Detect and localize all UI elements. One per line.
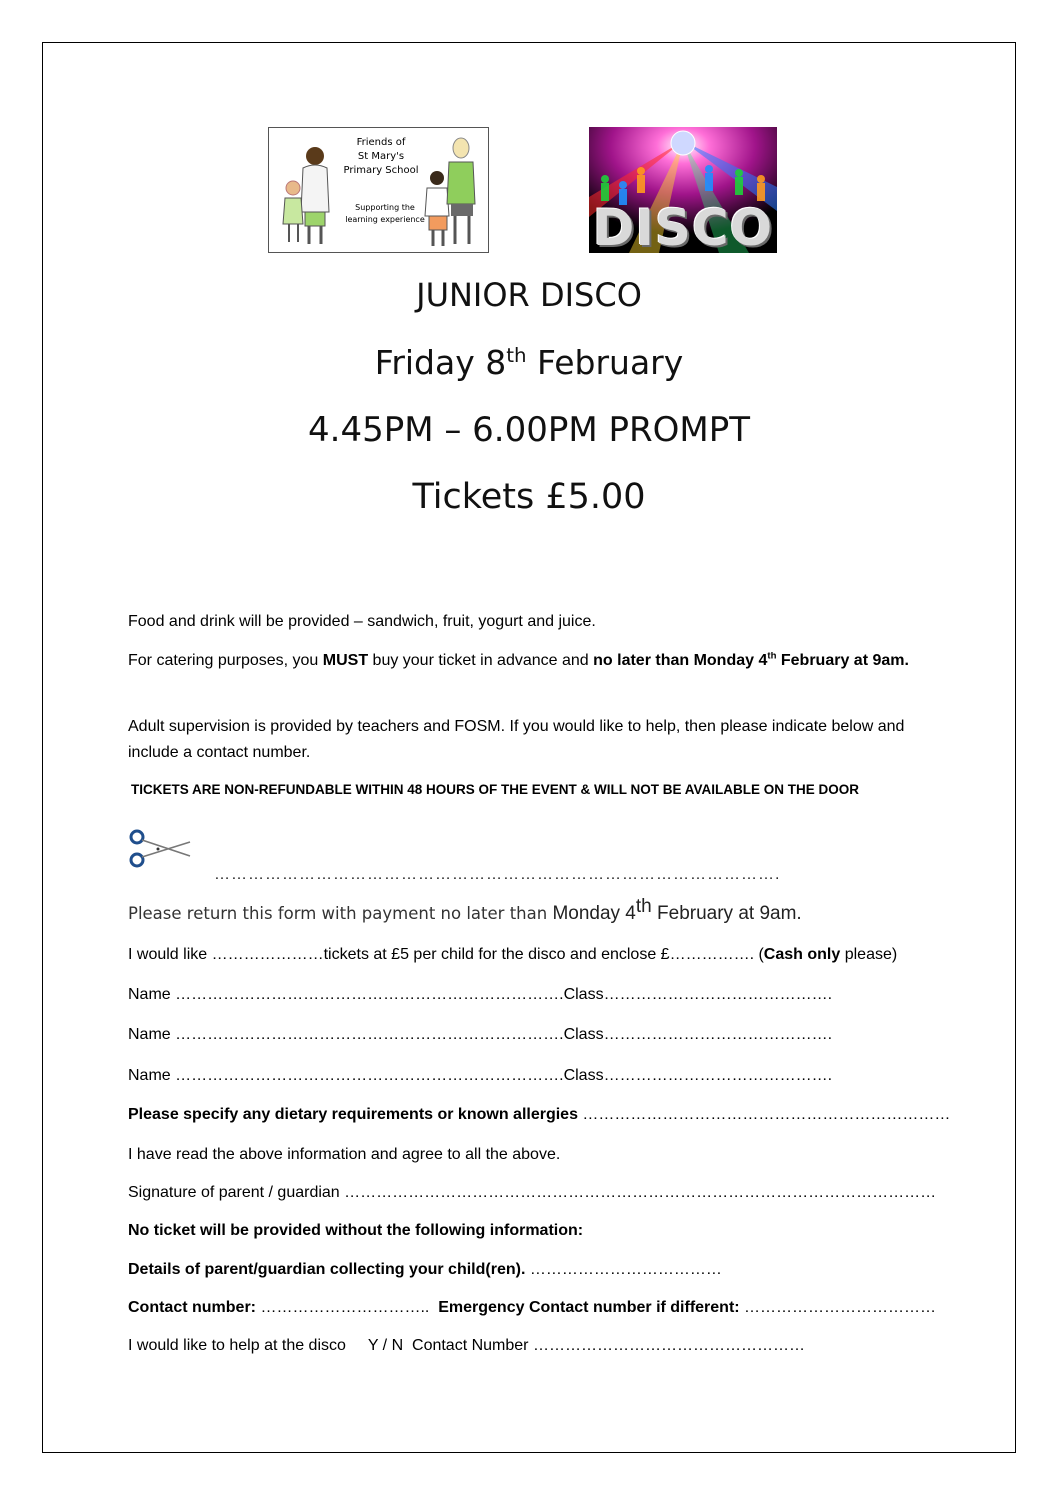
catering-must: MUST (322, 652, 369, 669)
catering-text: buy your ticket in advance and (368, 652, 594, 669)
fosm-name (341, 136, 421, 178)
scissors-icon (128, 828, 194, 870)
return-text: Please return this form with payment no later than (128, 904, 553, 923)
agreement-statement: I have read the above information and agree to all the above. (128, 1146, 561, 1163)
date-suffix: February (526, 343, 684, 382)
emergency-contact-dots: ……………………………… (739, 1299, 937, 1316)
fosm-line: St Mary's (357, 151, 405, 162)
catering-deadline: February at 9am. (776, 652, 909, 669)
catering-deadline: no later than Monday 4 (593, 652, 768, 669)
ticket-quantity-text: I would like …………………tickets at £5 per child for the disco and enclose £……………. ( (128, 946, 764, 963)
catering-paragraph (128, 648, 938, 674)
emergency-contact-label: Emergency Contact number if different: (429, 1299, 740, 1316)
disco-word: DISCO (592, 199, 774, 253)
collector-details-field[interactable] (128, 1261, 722, 1279)
return-deadline: February at 9am. (651, 903, 802, 924)
child-name-field[interactable]: Name ……………………………………………………………….Class……………………………………. (128, 1067, 833, 1084)
disco-logo (589, 127, 777, 253)
signature-field[interactable]: Signature of parent / guardian ………………………………………………………………………………………………… (128, 1184, 937, 1201)
child-name-field[interactable]: Name ……………………………………………………………….Class……………………………………. (128, 986, 833, 1003)
date-prefix: Friday 8 (374, 343, 507, 382)
supervision-paragraph: Adult supervision is provided by teachers and FOSM. If you would like to help, then please indicate below and include a contact number. (128, 718, 905, 761)
collector-details-dots: ……………………………… (525, 1261, 722, 1278)
ticket-price: Tickets £5.00 (412, 477, 646, 517)
help-volunteer-field[interactable]: I would like to help at the disco Y / N Contact Number …………………………………………… (128, 1337, 805, 1354)
cash-only-text: Cash only (763, 946, 841, 963)
return-instruction (128, 896, 802, 925)
event-date (0, 343, 1058, 382)
collector-details-label: Details of parent/guardian collecting your child(ren). (128, 1261, 526, 1278)
ticket-quantity-line[interactable] (128, 946, 897, 964)
contact-number-dots: ………………………….. (256, 1299, 430, 1316)
dietary-dots: …………………………………………………………… (577, 1106, 951, 1123)
food-paragraph: Food and drink will be provided – sandwich, fruit, yogurt and juice. (128, 613, 596, 630)
date-sup: th (506, 344, 527, 367)
fosm-line: Primary School (343, 165, 419, 176)
catering-deadline-sup: th (767, 650, 777, 662)
required-info-heading: No ticket will be provided without the following information: (128, 1222, 584, 1239)
return-deadline: Monday 4 (552, 903, 636, 924)
contact-numbers-field[interactable] (128, 1299, 936, 1317)
contact-number-label: Contact number: (128, 1299, 256, 1316)
child-name-field[interactable]: Name ……………………………………………………………….Class……………………………………. (128, 1026, 833, 1043)
fosm-tagline: Supporting the learning experience (345, 203, 425, 224)
cut-line: ………………………………………………………………………………………. (214, 866, 781, 883)
event-title: JUNIOR DISCO (416, 276, 642, 314)
catering-text: For catering purposes, you (128, 652, 323, 669)
fosm-line: Friends of (356, 137, 406, 148)
dietary-field[interactable] (128, 1106, 950, 1124)
refund-notice: TICKETS ARE NON-REFUNDABLE WITHIN 48 HOURS OF THE EVENT & WILL NOT BE AVAILABLE ON THE DOOR (131, 782, 860, 797)
return-deadline-sup: th (635, 896, 652, 917)
ticket-quantity-text: please) (840, 946, 898, 963)
fosm-logo (268, 127, 489, 253)
event-time: 4.45PM – 6.00PM PROMPT (308, 410, 750, 450)
dietary-label: Please specify any dietary requirements or known allergies (128, 1106, 578, 1123)
